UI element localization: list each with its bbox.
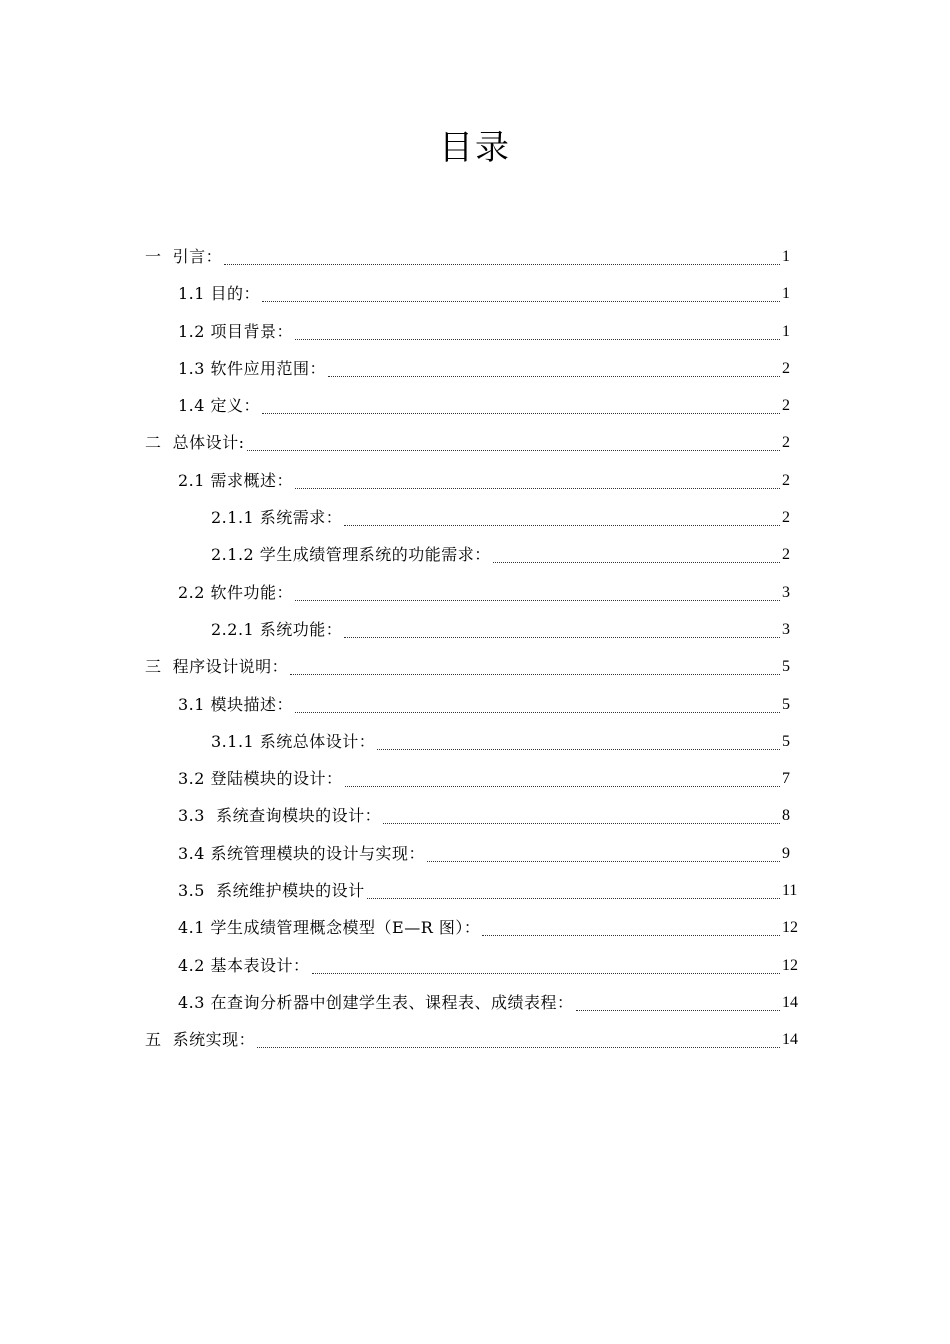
toc-dot-leader xyxy=(367,878,780,899)
toc-entry[interactable] xyxy=(0,1027,950,1064)
toc-entry-page-number: 12 xyxy=(782,956,798,974)
toc-entry-label: 2.1 需求概述： xyxy=(178,470,294,490)
toc-dot-leader xyxy=(344,505,780,526)
toc-entry-page-number: 2 xyxy=(782,397,790,415)
toc-entry-label: 1.2 项目背景： xyxy=(178,321,294,341)
toc-dot-leader xyxy=(262,393,780,414)
toc-entry-label: 2.1.1 系统需求： xyxy=(211,508,343,528)
toc-entry[interactable] xyxy=(0,244,950,281)
toc-entry-page-number: 7 xyxy=(782,770,790,788)
toc-entry-page-number: 5 xyxy=(782,695,790,713)
toc-dot-leader xyxy=(262,281,780,302)
toc-entry-label: 4.2 基本表设计： xyxy=(178,955,310,975)
toc-entry-page-number: 14 xyxy=(782,993,798,1011)
toc-entry-page-number: 3 xyxy=(782,583,790,601)
toc-dot-leader xyxy=(344,617,780,638)
toc-entry-page-number: 1 xyxy=(782,248,790,265)
toc-dot-leader xyxy=(383,803,780,824)
toc-entry-label: 3.1.1 系统总体设计： xyxy=(211,731,376,751)
toc-title: 目录 xyxy=(439,128,511,168)
toc-entry-label: 三 程序设计说明： xyxy=(145,657,289,677)
toc-entry-page-number: 2 xyxy=(782,546,790,564)
toc-entry[interactable] xyxy=(0,430,950,467)
toc-entry[interactable] xyxy=(0,580,950,617)
toc-entry[interactable] xyxy=(0,319,950,356)
toc-entry-label: 3.5 系统维护模块的设计 xyxy=(178,881,365,901)
toc-dot-leader xyxy=(224,244,780,265)
toc-dot-leader xyxy=(482,915,780,936)
toc-entry-page-number: 2 xyxy=(782,434,790,452)
toc-dot-leader xyxy=(295,580,780,601)
toc-entry-label: 五 系统实现： xyxy=(145,1030,256,1050)
toc-dot-leader xyxy=(377,729,780,750)
toc-entry-page-number: 3 xyxy=(782,620,790,638)
toc-entry-label: 3.1 模块描述： xyxy=(178,694,294,714)
toc-entry-page-number: 1 xyxy=(782,322,790,340)
toc-entry-label: 2.1.2 学生成绩管理系统的功能需求： xyxy=(211,545,491,565)
toc-entry-label: 二 总体设计: xyxy=(145,433,245,453)
toc-dot-leader xyxy=(295,468,780,489)
toc-entry-label: 1.4 定义： xyxy=(178,396,261,416)
toc-entry[interactable] xyxy=(0,692,950,729)
toc-dot-leader xyxy=(295,319,780,340)
toc-entry-page-number: 9 xyxy=(782,844,790,862)
toc-entry[interactable] xyxy=(0,654,950,691)
toc-entry[interactable] xyxy=(0,990,950,1027)
toc-entry[interactable] xyxy=(0,505,950,542)
toc-dot-leader xyxy=(312,953,780,974)
toc-entry[interactable] xyxy=(0,468,950,505)
toc-entry-label: 4.1 学生成绩管理概念模型（E—R 图）： xyxy=(178,918,481,938)
toc-entry-label: 一 引言： xyxy=(145,247,223,266)
toc-dot-leader xyxy=(290,654,780,675)
toc-dot-leader xyxy=(576,990,780,1011)
toc-entry-label: 3.3 系统查询模块的设计： xyxy=(178,806,382,826)
toc-entry[interactable] xyxy=(0,393,950,430)
toc-entry-page-number: 11 xyxy=(782,882,798,900)
toc-dot-leader xyxy=(328,356,780,377)
toc-dot-leader xyxy=(247,430,780,451)
toc-entry[interactable] xyxy=(0,878,950,915)
toc-entry-page-number: 12 xyxy=(782,919,798,937)
toc-entry-page-number: 14 xyxy=(782,1031,798,1049)
toc-entry[interactable] xyxy=(0,953,950,990)
toc-dot-leader xyxy=(345,766,780,787)
toc-entry-label: 3.4 系统管理模块的设计与实现： xyxy=(178,843,426,863)
toc-entry-page-number: 2 xyxy=(782,471,790,489)
toc-entry-page-number: 8 xyxy=(782,807,790,825)
table-of-contents xyxy=(0,244,950,1065)
toc-entry[interactable] xyxy=(0,803,950,840)
toc-entry-label: 2.2 软件功能： xyxy=(178,582,294,602)
toc-entry-label: 1.1 目的： xyxy=(178,284,261,304)
toc-entry[interactable] xyxy=(0,281,950,318)
toc-entry-page-number: 2 xyxy=(782,509,790,527)
toc-dot-leader xyxy=(427,841,780,862)
toc-dot-leader xyxy=(295,692,780,713)
toc-dot-leader xyxy=(493,542,780,563)
toc-entry-label: 3.2 登陆模块的设计： xyxy=(178,769,343,789)
toc-entry-label: 4.3 在查询分析器中创建学生表、课程表、成绩表程： xyxy=(178,992,574,1012)
toc-entry[interactable] xyxy=(0,542,950,579)
toc-entry[interactable] xyxy=(0,356,950,393)
toc-entry[interactable] xyxy=(0,915,950,952)
toc-entry-page-number: 5 xyxy=(782,732,790,750)
toc-entry[interactable] xyxy=(0,841,950,878)
toc-entry-page-number: 2 xyxy=(782,359,790,377)
toc-entry-label: 2.2.1 系统功能： xyxy=(211,619,343,639)
toc-entry-page-number: 1 xyxy=(782,285,790,303)
toc-entry-label: 1.3 软件应用范围： xyxy=(178,358,327,378)
toc-entry[interactable] xyxy=(0,617,950,654)
toc-entry[interactable] xyxy=(0,729,950,766)
toc-dot-leader xyxy=(257,1027,780,1048)
toc-entry[interactable] xyxy=(0,766,950,803)
toc-entry-page-number: 5 xyxy=(782,658,790,676)
